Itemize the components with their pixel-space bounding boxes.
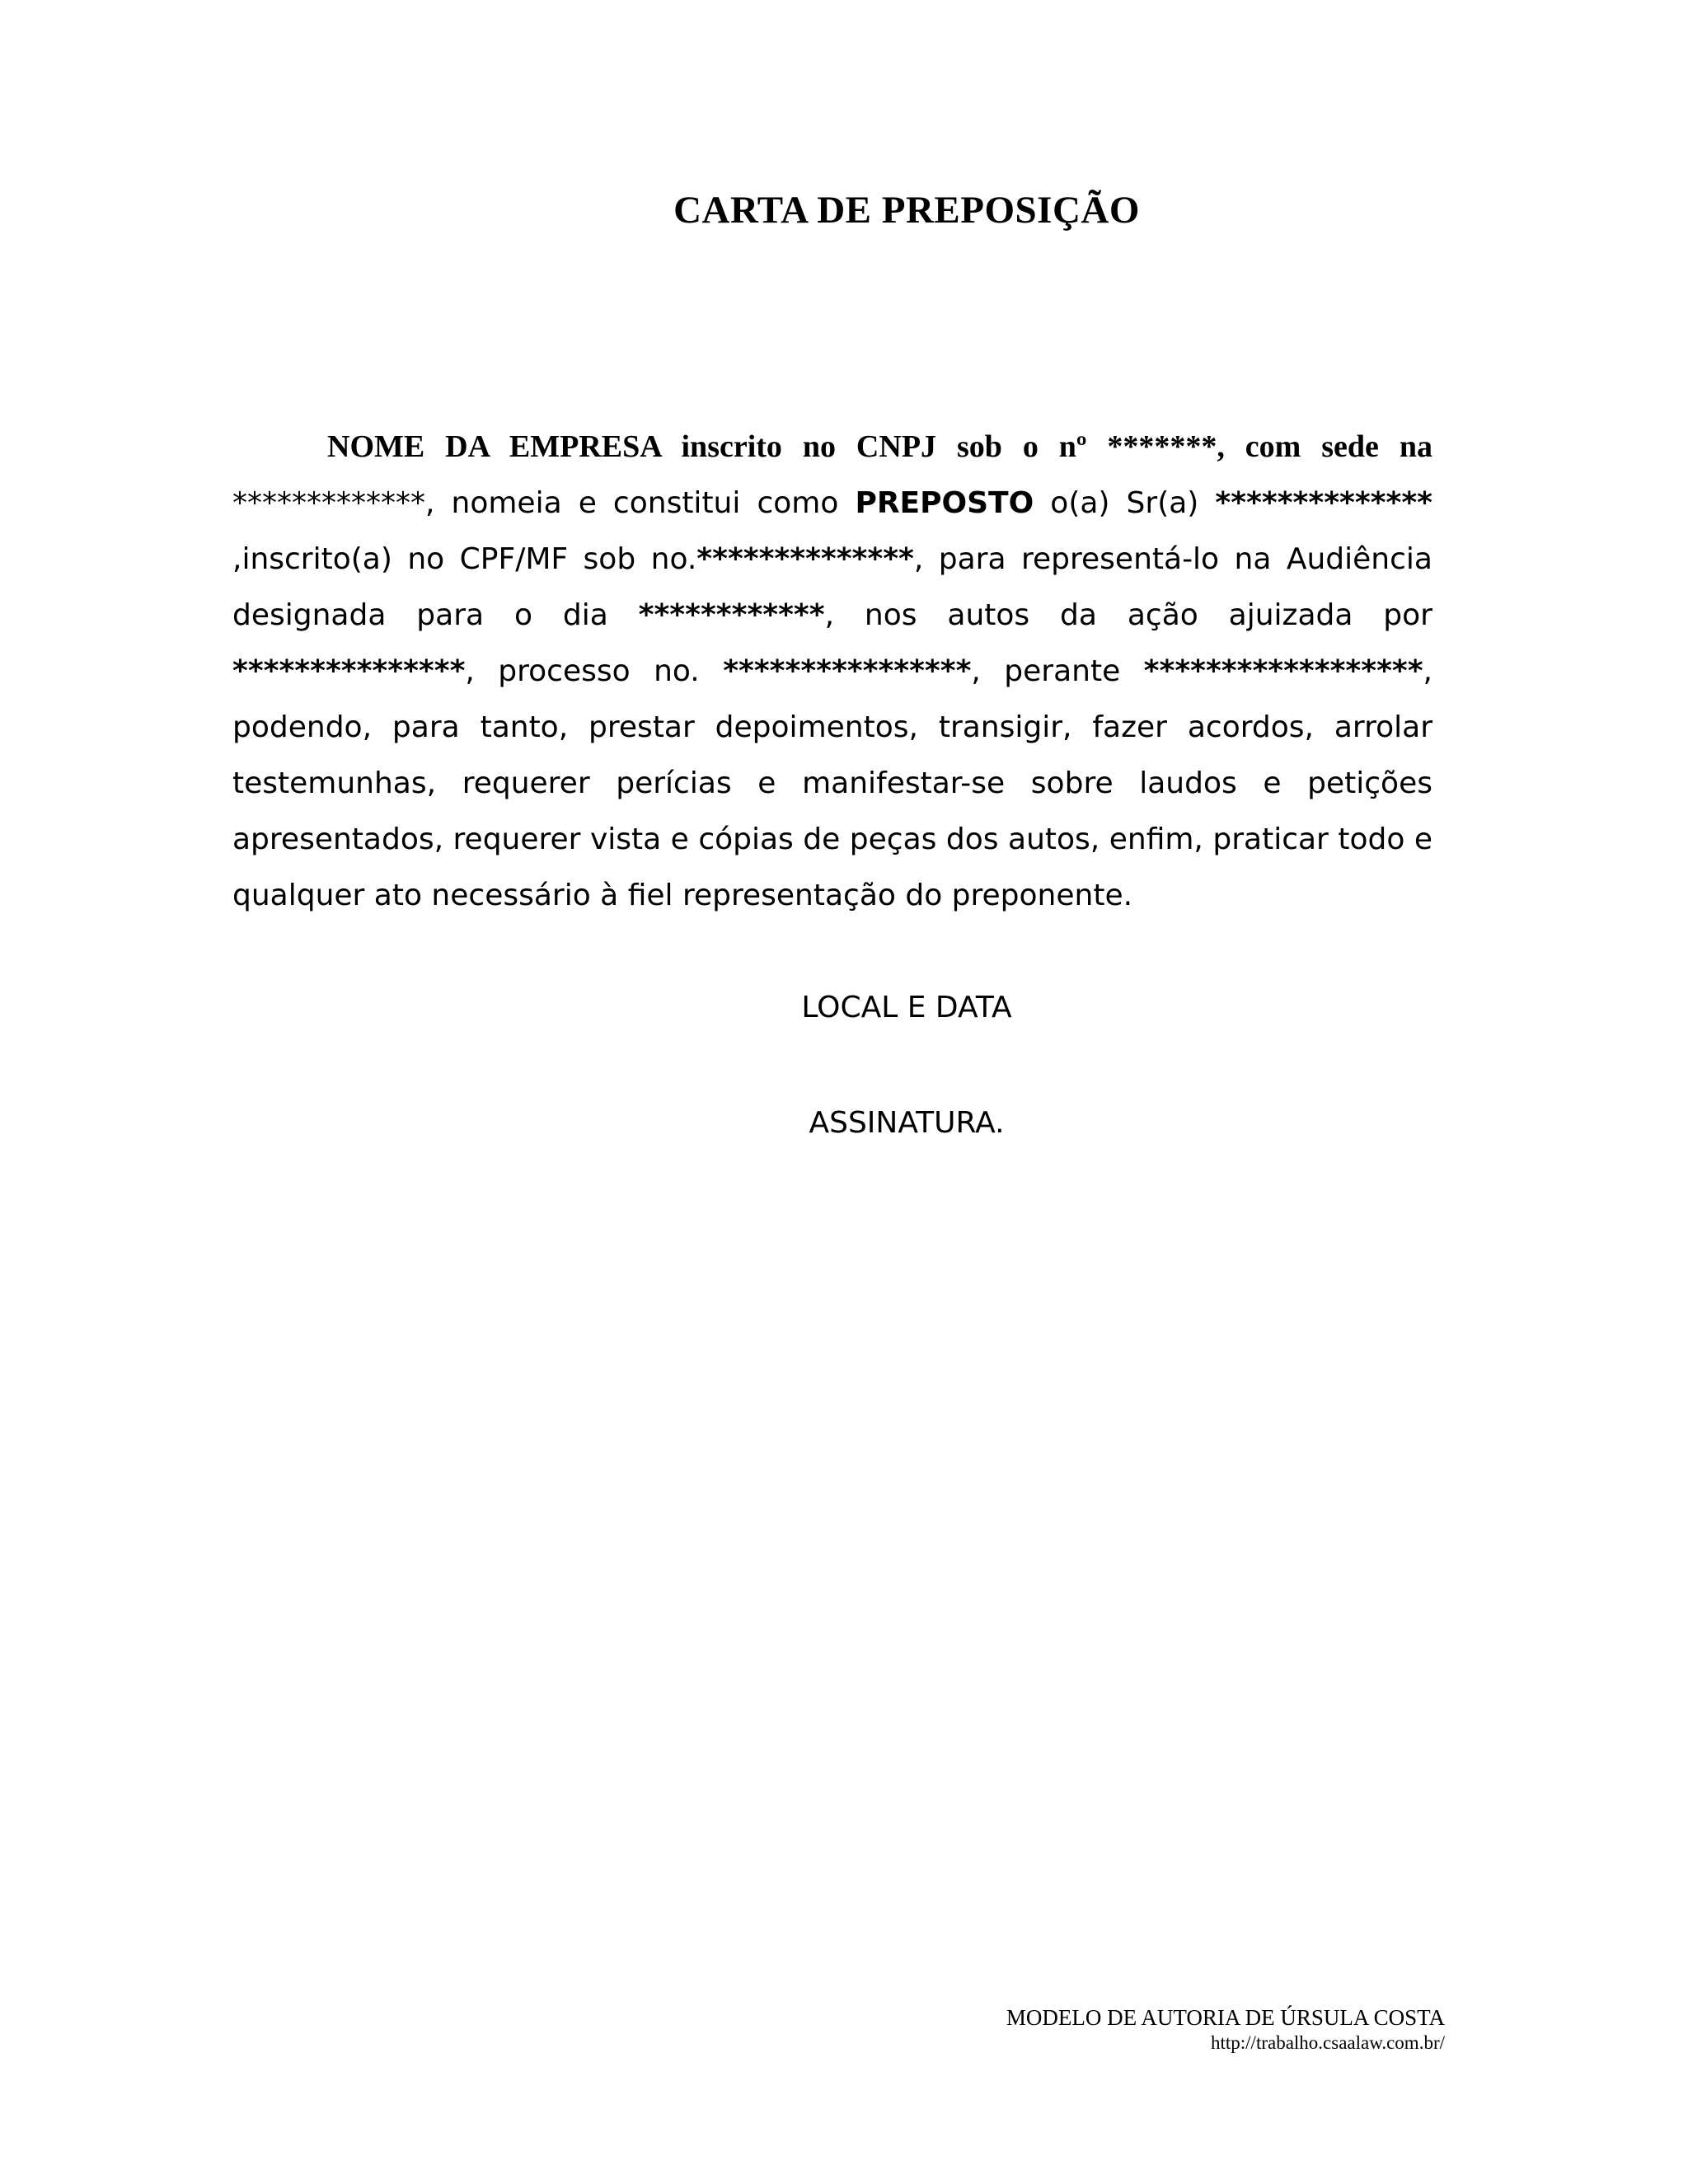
footer-url: http://trabalho.csaalaw.com.br/ [1211,2032,1445,2053]
placeholder-name: ************** [1215,486,1432,520]
local-and-date: LOCAL E DATA [801,991,1012,1024]
paragraph-text-b: o(a) Sr(a) [1034,486,1216,520]
footer [1006,2004,1445,2055]
placeholder-process-number: **************** [723,654,972,688]
paragraph-text-c: ,inscrito(a) no CPF/MF sob no. [232,542,697,576]
placeholder-cpf: ************** [696,542,914,576]
placeholder-plaintiff: *************** [232,654,466,688]
paragraph-text-h: , podendo, para tanto, prestar depoimentos, transigir, fazer acordos, arrolar testemunhas, requerer perícias e manifestar-se sobre laudos e petições apresentados, requerer vista e cópias de peças dos autos, enfim, praticar todo e qualquer ato necessário à fiel representação do preponente. [232,654,1432,912]
paragraph-text-f: , processo no. [465,654,724,688]
preposto-label: PREPOSTO [855,486,1034,520]
signature-line: ASSINATURA. [809,1106,1005,1140]
document-title: CARTA DE PREPOSIÇÃO [673,189,1140,232]
placeholder-court: ****************** [1143,654,1423,688]
placeholder-date: ************ [638,598,825,632]
body-paragraph [232,419,1432,924]
paragraph-text-a: *************, nomeia e constitui como [232,486,856,520]
company-lead-text: NOME DA EMPRESA inscrito no CNPJ sob o nº *******, com sede na [327,429,1432,464]
footer-author: MODELO DE AUTORIA DE ÚRSULA COSTA [1006,2005,1445,2030]
paragraph-text-g: , perante [971,654,1144,688]
paragraph-text-d: , para representá-lo na Audiência designada para o dia [232,542,1432,632]
paragraph-text-e: , nos autos da ação ajuizada por [824,598,1432,632]
